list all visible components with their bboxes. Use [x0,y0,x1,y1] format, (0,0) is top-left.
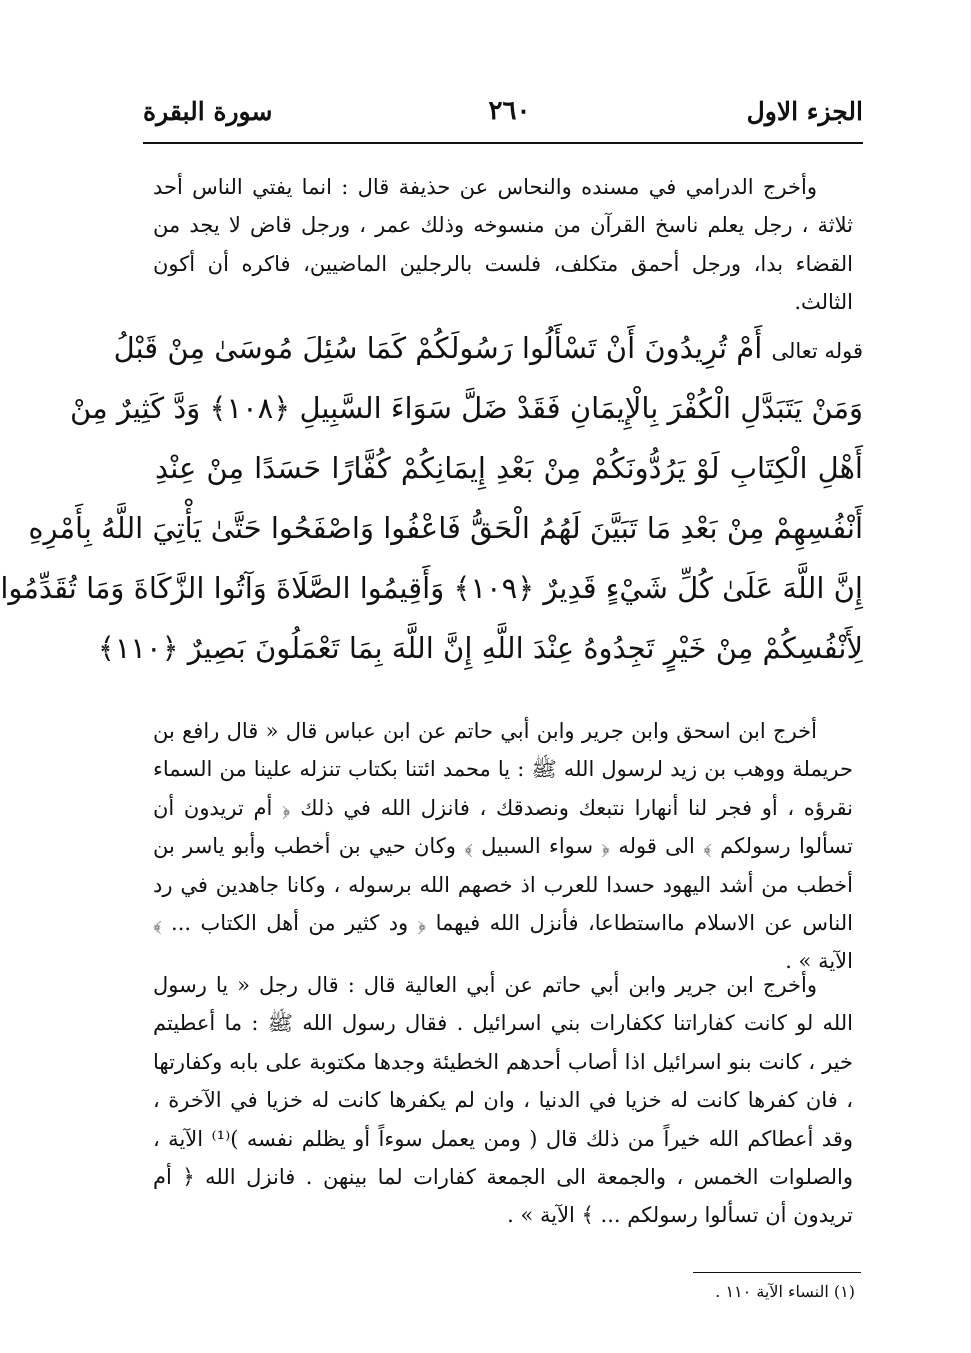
volume-label: الجزء الاول [746,96,863,126]
quran-line-4: أَنْفُسِهِمْ مِنْ بَعْدِ مَا تَبَيَّنَ لَهُمُ الْحَقُّ فَاعْفُوا وَاصْفَحُوا حَتَّىٰ يَأْتِيَ اللَّهُ بِأَمْرِهِ [28,511,863,545]
quran-line-3: أَهْلِ الْكِتَابِ لَوْ يَرُدُّونَكُمْ مِنْ بَعْدِ إِيمَانِكُمْ كُفَّارًا حَسَدًا مِنْ عِنْدِ [155,451,863,485]
page-number: ٢٦٠ [488,96,531,126]
quran-line-2: وَمَنْ يَتَبَدَّلِ الْكُفْرَ بِالْإِيمَانِ فَقَدْ ضَلَّ سَوَاءَ السَّبِيلِ ﴿١٠٨﴾ وَدَّ كَثِيرٌ مِنْ [70,391,863,425]
footnote-rule [693,1272,861,1273]
quran-intro: قوله تعالى [771,339,863,363]
quran-line-1-text: أَمْ تُرِيدُونَ أَنْ تَسْأَلُوا رَسُولَكُمْ كَمَا سُئِلَ مُوسَىٰ مِنْ قَبْلُ [113,331,763,365]
surah-name: سورة البقرة [143,96,273,126]
quran-line-5: إِنَّ اللَّهَ عَلَىٰ كُلِّ شَيْءٍ قَدِيرٌ ﴿١٠٩﴾ وَأَقِيمُوا الصَّلَاةَ وَآتُوا الزَّكَاةَ وَمَا تُقَدِّمُوا [0,571,863,605]
running-header [143,88,863,134]
quran-line-6: لِأَنْفُسِكُمْ مِنْ خَيْرٍ تَجِدُوهُ عِنْدَ اللَّهِ إِنَّ اللَّهَ بِمَا تَعْمَلُونَ بَصِيرٌ ﴿١١٠﴾ [97,631,863,665]
quran-line-1 [113,318,863,378]
quran-verses [0,318,863,678]
paragraph-1-block [153,168,853,322]
paragraph-2: أخرج ابن اسحق وابن جرير وابن أبي حاتم عن ابن عباس قال « قال رافع بن حريملة ووهب بن زيد لرسول الله ﷺ : يا محمد ائتنا بكتاب تنزله علينا من السماء نقرؤه ، أو فجر لنا أنهارا نتبعك ونصدقك ، فانزل الله في ذلك ﴿ أم تريدون أن تسألوا رسولكم ﴾ الى قوله ﴿ سواء السبيل ﴾ وكان حيي بن أخطب وأبو ياسر بن أخطب من أشد اليهود حسدا للعرب اذ خصهم الله برسوله ، وكانا جاهدين في رد الناس عن الاسلام مااستطاعا، فأنزل الله فيهما ﴿ ود كثير من أهل الكتاب ... ﴾ الآية » . [153,719,853,974]
paragraph-3-block [153,966,853,1235]
paragraph-3: وأخرج ابن جرير وابن أبي حاتم عن أبي العالية قال : قال رجل « يا رسول الله لو كانت كفاراتنا ككفارات بني اسرائيل . فقال رسول الله ﷺ : ما أعطيتم خير ، كانت بنو اسرائيل اذا أصاب أحدهم الخطيئة وجدها مكتوبة على بابه وكفارتها ، فان كفرها كانت له خزيا في الدنيا ، وان لم يكفرها كانت له خزيا في الآخرة ، وقد أعطاكم الله خيراً من ذلك قال ( ومن يعمل سوءاً أو يظلم نفسه )⁽¹⁾ الآية ، والصلوات الخمس ، والجمعة الى الجمعة كفارات لما بينهن . فانزل الله ﴿ أم تريدون أن تسألوا رسولكم ... ﴾ الآية » . [153,973,854,1228]
paragraph-2-block [153,712,853,981]
header-rule [143,142,863,144]
footnote: (١) النساء الآية ١١٠ . [715,1282,855,1301]
paragraph-1: وأخرج الدرامي في مسنده والنحاس عن حذيفة قال : انما يفتي الناس أحد ثلاثة ، رجل يعلم ناسخ القرآن من منسوخه وذلك عمر ، ورجل قاض لا يجد من القضاء بدا، ورجل أحمق متكلف، فلست بالرجلين الماضيين، فاكره أن أكون الثالث. [153,175,853,315]
